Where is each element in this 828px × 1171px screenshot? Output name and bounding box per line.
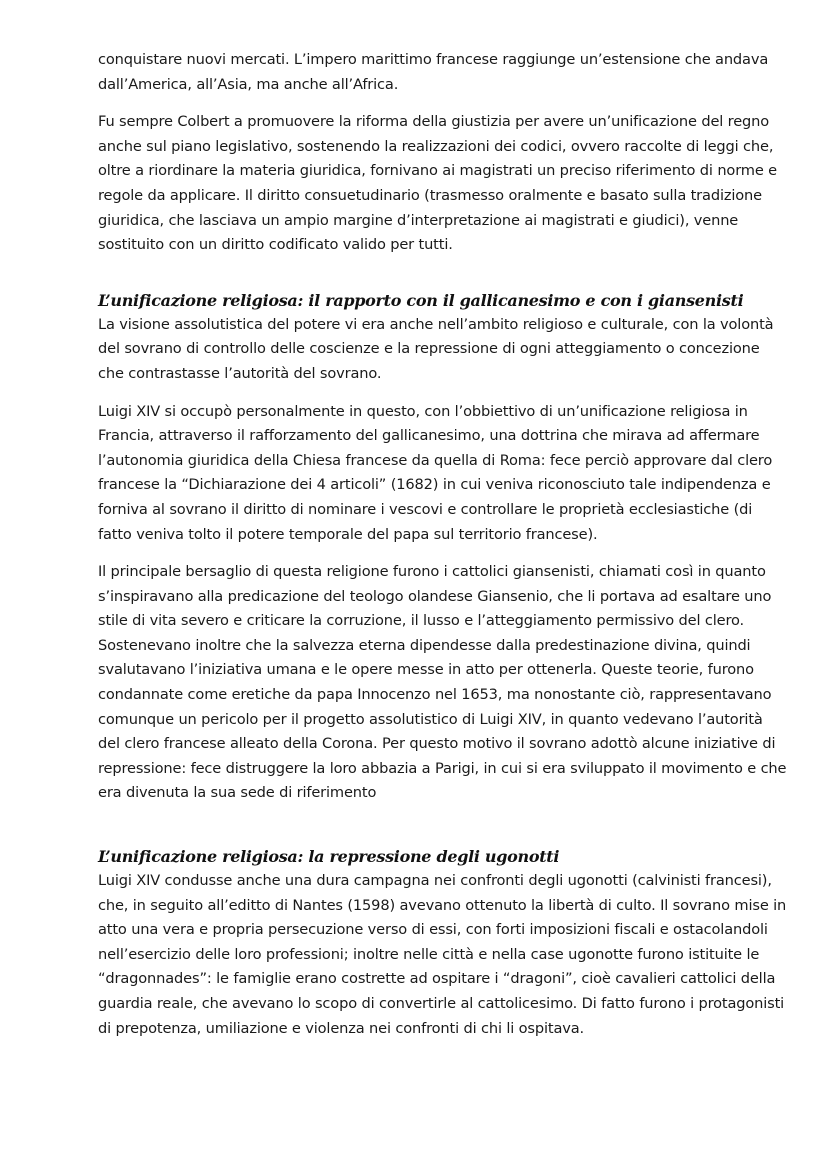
paragraph-colbert-justice-reform: Fu sempre Colbert a promuovere la riforma della giustizia per avere un’unificazione del regno anche sul piano legislativo, sostenendo la realizzazioni dei codici, ovvero raccolte di leggi che, oltre a riordinare la materia giuridica, fornivano ai magistrati un preciso riferimento di norme e regole da applicare. Il diritto consuetudinario (trasmesso oralmente e basato sulla tradizione giuridica, che lasciava un ampio margine d’interpretazione ai magistrati e giudici), venne sostituito con un diritto codificato valido per tutti. <box>98 113 778 254</box>
paragraph-jansenists: Il principale bersaglio di questa religione furono i cattolici giansenisti, chiamati così in quanto s’inspiravano alla predicazione del teologo olandese Giansenio, che li portava ad esaltare uno stile di vita severo e criticare la corruzione, il lusso e l’atteggiamento permissivo del clero. Sostenevano inoltre che la salvezza eterna dipendesse dalla predestinazione divina, quindi svalutavano l’iniziativa umana e le opere messe in atto per ottenerla. Queste teorie, furono condannate come eretiche da papa Innocenzo nel 1653, ma nonostante ciò, rappresentavano comunque un pericolo per il progetto assolutistico di Luigi XIV, in quanto vedevano l’autorità del clero francese alleato della Corona. Per questo motivo il sovrano adottò alcune iniziative di repressione: fece distruggere la loro abbazia a Parigi, in cui si era sviluppato il movimento e che era divenuta la sua sede di riferimento <box>98 563 787 802</box>
paragraph-huguenot-repression: Luigi XIV condusse anche una dura campagna nei confronti degli ugonotti (calvinisti francesi), che, in seguito all’editto di Nantes (1598) avevano ottenuto la libertà di culto. Il sovrano mise in atto una vera e propria persecuzione verso di essi, con forti imposizioni fiscali e ostacolandoli nell’esercizio delle loro professioni; inoltre nelle città e nella case ugonotte furono istituite le “dragonnades”: le famiglie erano costrette ad ospitare i “dragoni”, cioè cavalieri cattolici della guardia reale, che avevano lo scopo di convertirle al cattolicesimo. Di fatto furono i protagonisti di prepotenza, umiliazione e violenza nei confronti di chi li ospitava. <box>98 872 787 1037</box>
document-body <box>98 48 788 1041</box>
section-heading-huguenots: L’unificazione religiosa: la repressione degli ugonotti <box>98 847 560 867</box>
paragraph-colonial-markets: conquistare nuovi mercati. L’impero marittimo francese raggiunge un’estensione che andava dall’America, all’Asia, ma anche all’Africa. <box>98 51 769 93</box>
paragraph-gallicanism: Luigi XIV si occupò personalmente in questo, con l’obbiettivo di un’unificazione religiosa in Francia, attraverso il rafforzamento del gallicanesimo, una dottrina che mirava ad affermare l’autonomia giuridica della Chiesa francese da quella di Roma: fece perciò approvare dal clero francese la “Dichiarazione dei 4 articoli” (1682) in cui veniva riconosciuto tale indipendenza e forniva al sovrano il diritto di nominare i vescovi e controllare le proprietà ecclesiastiche (di fatto veniva tolto il potere temporale del papa sul territorio francese). <box>98 402 773 543</box>
section-heading-gallicanism: L’unificazione religiosa: il rapporto con il gallicanesimo e con i giansenisti <box>98 290 744 310</box>
paragraph-absolutist-vision: La visione assolutistica del potere vi era anche nell’ambito religioso e culturale, con la volontà del sovrano di controllo delle coscienze e la repressione di ogni atteggiamento o concezione che contrastasse l’autorità del sovrano. <box>98 315 774 382</box>
